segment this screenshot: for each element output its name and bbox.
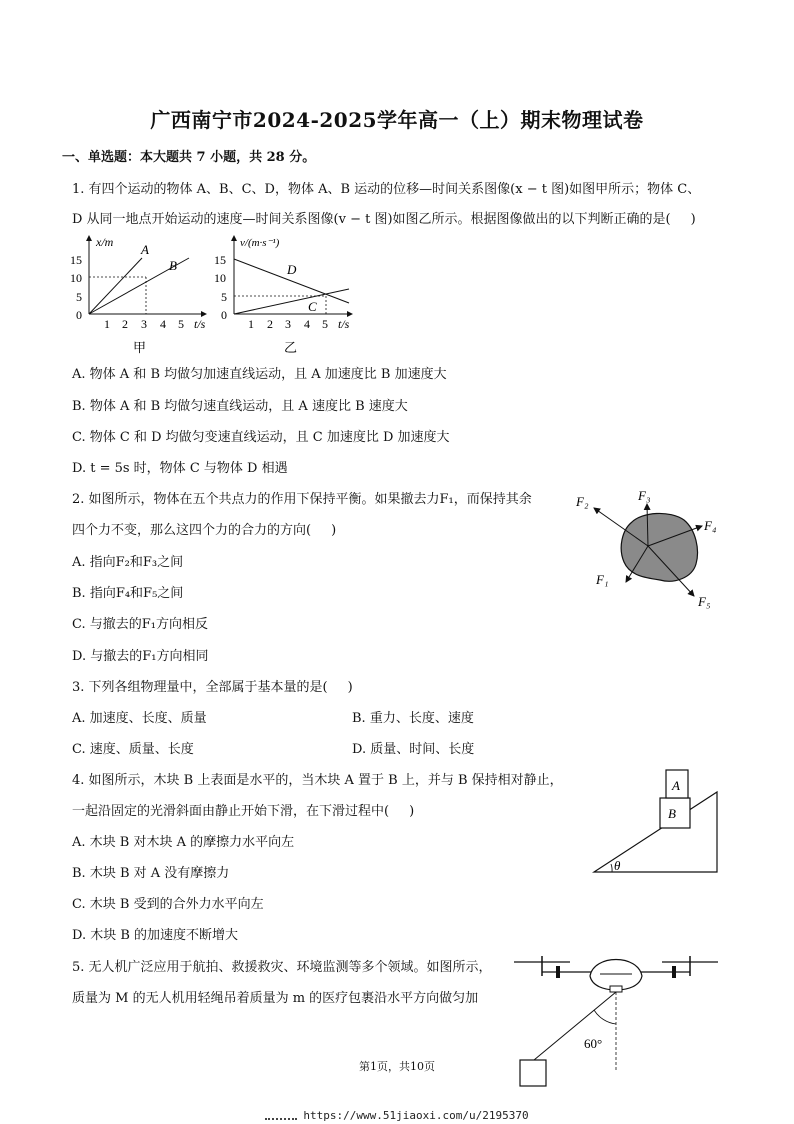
yi-ytick: 0 (221, 308, 227, 322)
yi-xtick: 4 (304, 317, 310, 331)
q4-option-d: D. 木块 B 的加速度不断增大 (72, 928, 239, 943)
yi-ytick: 5 (221, 290, 227, 304)
angle-theta-label: θ (614, 858, 621, 873)
jia-line-a-label: A (141, 242, 149, 257)
q3-option-b: B. 重力、长度、速度 (352, 711, 474, 726)
q1-stem-line2: D 从同一地点开始运动的速度—时间关系图像(v − t 图)如图乙所示。根据图像做出的以下判断正确的是( ) (72, 212, 696, 227)
q1-option-a: A. 物体 A 和 B 均做匀加速直线运动，且 A 加速度比 B 加速度大 (72, 367, 447, 382)
jia-ytick: 15 (70, 253, 82, 267)
page-footer: 第1页，共10页 (359, 1060, 435, 1073)
q1-option-d: D. t = 5s 时，物体 C 与物体 D 相遇 (72, 461, 288, 476)
jia-xtick: 1 (104, 317, 110, 331)
yi-xtick: 2 (267, 317, 273, 331)
q5-stem-line2: 质量为 M 的无人机用轻绳吊着质量为 m 的医疗包裹沿水平方向做匀加 (72, 991, 479, 1006)
yi-caption: 乙 (284, 340, 298, 355)
block-a-label: A (672, 778, 680, 793)
block-b-label: B (668, 806, 676, 821)
jia-caption: 甲 (133, 340, 147, 355)
jia-ytick: 10 (70, 271, 82, 285)
figure-q1-graph-jia (68, 232, 218, 356)
q4-stem-line2: 一起沿固定的光滑斜面由静止开始下滑，在下滑过程中( ) (72, 804, 415, 819)
force-f3-label: F₃ (638, 488, 651, 503)
force-f4-label: F₄ (704, 518, 717, 533)
q2-option-d: D. 与撤去的F₁方向相同 (72, 649, 209, 664)
q3-option-a: A. 加速度、长度、质量 (72, 711, 207, 726)
q2-option-a: A. 指向F₂和F₃之间 (72, 555, 184, 570)
q4-stem-line1: 4. 如图所示，木块 B 上表面是水平的，当木块 A 置于 B 上，并与 B 保持相对静止， (72, 773, 563, 788)
q2-option-c: C. 与撤去的F₁方向相反 (72, 617, 208, 632)
jia-xlabel: t/s (194, 317, 206, 331)
yi-line-c-label: C (308, 299, 317, 314)
yi-ytick: 10 (214, 271, 226, 285)
yi-xtick: 1 (248, 317, 254, 331)
q1-option-c: C. 物体 C 和 D 均做匀变速直线运动，且 C 加速度比 D 加速度大 (72, 430, 450, 445)
jia-xtick: 3 (141, 317, 147, 331)
jia-xtick: 5 (178, 317, 184, 331)
yi-xlabel: t/s (338, 317, 350, 331)
force-f2-label: F₂ (576, 494, 589, 509)
q1-option-b: B. 物体 A 和 B 均做匀速直线运动，且 A 速度比 B 速度大 (72, 399, 408, 414)
figure-q4-incline (590, 764, 730, 876)
watermark-url[interactable]: https://www.51jiaoxi.com/u/2195370 (0, 1109, 794, 1122)
jia-xtick: 4 (160, 317, 166, 331)
yi-xtick: 3 (285, 317, 291, 331)
page-title: 广西南宁市2024-2025学年高一（上）期末物理试卷 (150, 108, 644, 132)
q4-option-b: B. 木块 B 对 A 没有摩擦力 (72, 866, 230, 881)
q2-option-b: B. 指向F₄和F₅之间 (72, 586, 184, 601)
force-f1-label: F₁ (596, 572, 609, 587)
force-f5-label: F₅ (698, 594, 711, 609)
yi-ylabel: v/(m·s⁻¹) (240, 237, 280, 249)
rope-angle-label: 60° (584, 1036, 603, 1051)
q3-option-d: D. 质量、时间、长度 (352, 742, 475, 757)
yi-line-d-label: D (287, 262, 297, 277)
jia-ytick: 0 (76, 308, 82, 322)
q2-stem-line2: 四个力不变，那么这四个力的合力的方向( ) (72, 523, 337, 538)
section-heading: 一、单选题：本大题共 7 小题，共 28 分。 (62, 150, 316, 165)
yi-ytick: 15 (214, 253, 226, 267)
q3-option-c: C. 速度、质量、长度 (72, 742, 194, 757)
q5-stem-line1: 5. 无人机广泛应用于航拍、救援救灾、环境监测等多个领域。如图所示， (72, 960, 492, 975)
watermark-logo-icon (265, 1112, 297, 1120)
q3-stem: 3. 下列各组物理量中，全部属于基本量的是( ) (72, 680, 353, 695)
yi-xtick: 5 (322, 317, 328, 331)
q4-option-c: C. 木块 B 受到的合外力水平向左 (72, 897, 264, 912)
q4-option-a: A. 木块 B 对木块 A 的摩擦力水平向左 (72, 835, 295, 850)
jia-line-b-label: B (169, 258, 177, 273)
jia-xtick: 2 (122, 317, 128, 331)
q2-stem-line1: 2. 如图所示，物体在五个共点力的作用下保持平衡。如果撤去力F₁，而保持其余 (72, 492, 532, 507)
figure-q2-forces (570, 484, 730, 614)
jia-ytick: 5 (76, 290, 82, 304)
q1-stem-line1: 1. 有四个运动的物体 A、B、C、D，物体 A、B 运动的位移—时间关系图像(x − t 图)如图甲所示；物体 C、 (72, 182, 701, 197)
jia-ylabel: x/m (96, 235, 114, 249)
figure-q1-graph-yi (212, 232, 362, 356)
